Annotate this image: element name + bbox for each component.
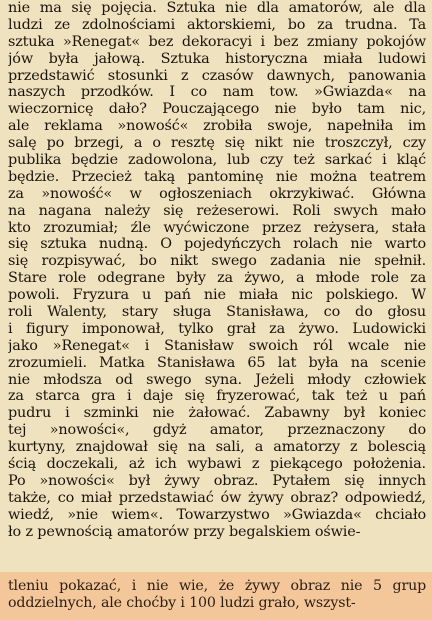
text-line: naszych przodków. I co nam tow. »Gwiazda« na xyxy=(8,84,426,101)
text-line: nie młodsza od swego syna. Jeżeli młody człowiek xyxy=(8,371,426,388)
text-line: ło z pewnością amatorów przy begalskiem oświe- xyxy=(8,523,361,540)
text-line: za »nowość« w ogłoszeniach okrzykiwać. Główna xyxy=(8,185,426,202)
text-line: kurtyny, znajdował się na sali, a amatorzy z bolescią xyxy=(8,439,426,456)
text-line: Po »nowości« był żywy obraz. Pytałem się innych xyxy=(8,472,426,489)
text-line: się sztuka nudną. O pojedyńczych rolach nie warto xyxy=(8,236,426,253)
text-line: za starca gra i daje się fryzerować, tak też u pań xyxy=(8,388,426,405)
text-line: wieczornicę dało? Pouczającego nie było tam nic, xyxy=(8,101,426,118)
text-line: Stare role odegrane były za żywo, a młode role za xyxy=(8,270,426,287)
text-line: się rozpisywać, bo nikt swego zadania nie spełnił. xyxy=(8,253,426,270)
text-line: jako »Renegat« i Stanisław swoich ról wcale nie xyxy=(8,337,426,354)
text-line: nie ma się pojęcia. Sztuka nie dla amatorów, ale dla xyxy=(8,0,426,16)
text-line: roli Walenty, stary sługa Stanisława, co do głosu xyxy=(8,304,426,321)
text-line: ścią doczekali, aż ich wybawi z piekącego położenia. xyxy=(8,456,426,473)
text-line: wiedź, »nie wiem«. Towarzystwo »Gwiazda« chciało xyxy=(8,506,426,523)
highlighted-continuation xyxy=(0,572,432,620)
text-line: ludzi ze zdolnościami aktorskiemi, bo za trudna. Ta xyxy=(8,16,426,33)
text-line: tej »nowości«, gdyż amator, przeznaczony do xyxy=(8,422,426,439)
text-line: pudru i szminki nie żałować. Zabawny był koniec xyxy=(8,405,426,422)
text-line: także, co miał przedstawiać ów żywy obraz? odpowiedź, xyxy=(8,489,426,506)
highlighted-text-line: tleniu pokazać, i nie wie, że żywy obraz nie 5 grup xyxy=(8,578,426,594)
text-line: jów była jałową. Sztuka historyczna miała ludowi xyxy=(8,50,426,67)
text-line: przedstawić stosunki z czasów dawnych, panowania xyxy=(8,67,426,84)
text-line: sztuka »Renegat« bez dekoracyi i bez zmiany pokojów xyxy=(8,33,426,50)
text-line: ale reklama »nowość« zrobiła swoje, napełniła im xyxy=(8,118,426,135)
text-line: zrozumieli. Matka Stanisława 65 lat była na scenie xyxy=(8,354,426,371)
text-line: publika będzie zadowolona, lub czy też sarkać i kląć xyxy=(8,152,426,169)
text-line: powoli. Fryzura u pań nie miała nic polskiego. W xyxy=(8,287,426,304)
highlighted-text-line: oddzielnych, ale choćby i 100 ludzi grało, wszyst- xyxy=(8,594,356,611)
text-line: i figury imponował, tylko grał za żywo. Ludowicki xyxy=(8,320,426,337)
text-line: kto zrozumiał; źle wyćwiczone przez reżysera, stała xyxy=(8,219,426,236)
text-line: na nagana należy się reżeserowi. Roli swych mało xyxy=(8,202,426,219)
text-line: salę po brzegi, a o resztę się nikt nie troszczył, czy xyxy=(8,135,426,152)
text-line: będzie. Przecież taką pantominę nie można teatrem xyxy=(8,168,426,185)
